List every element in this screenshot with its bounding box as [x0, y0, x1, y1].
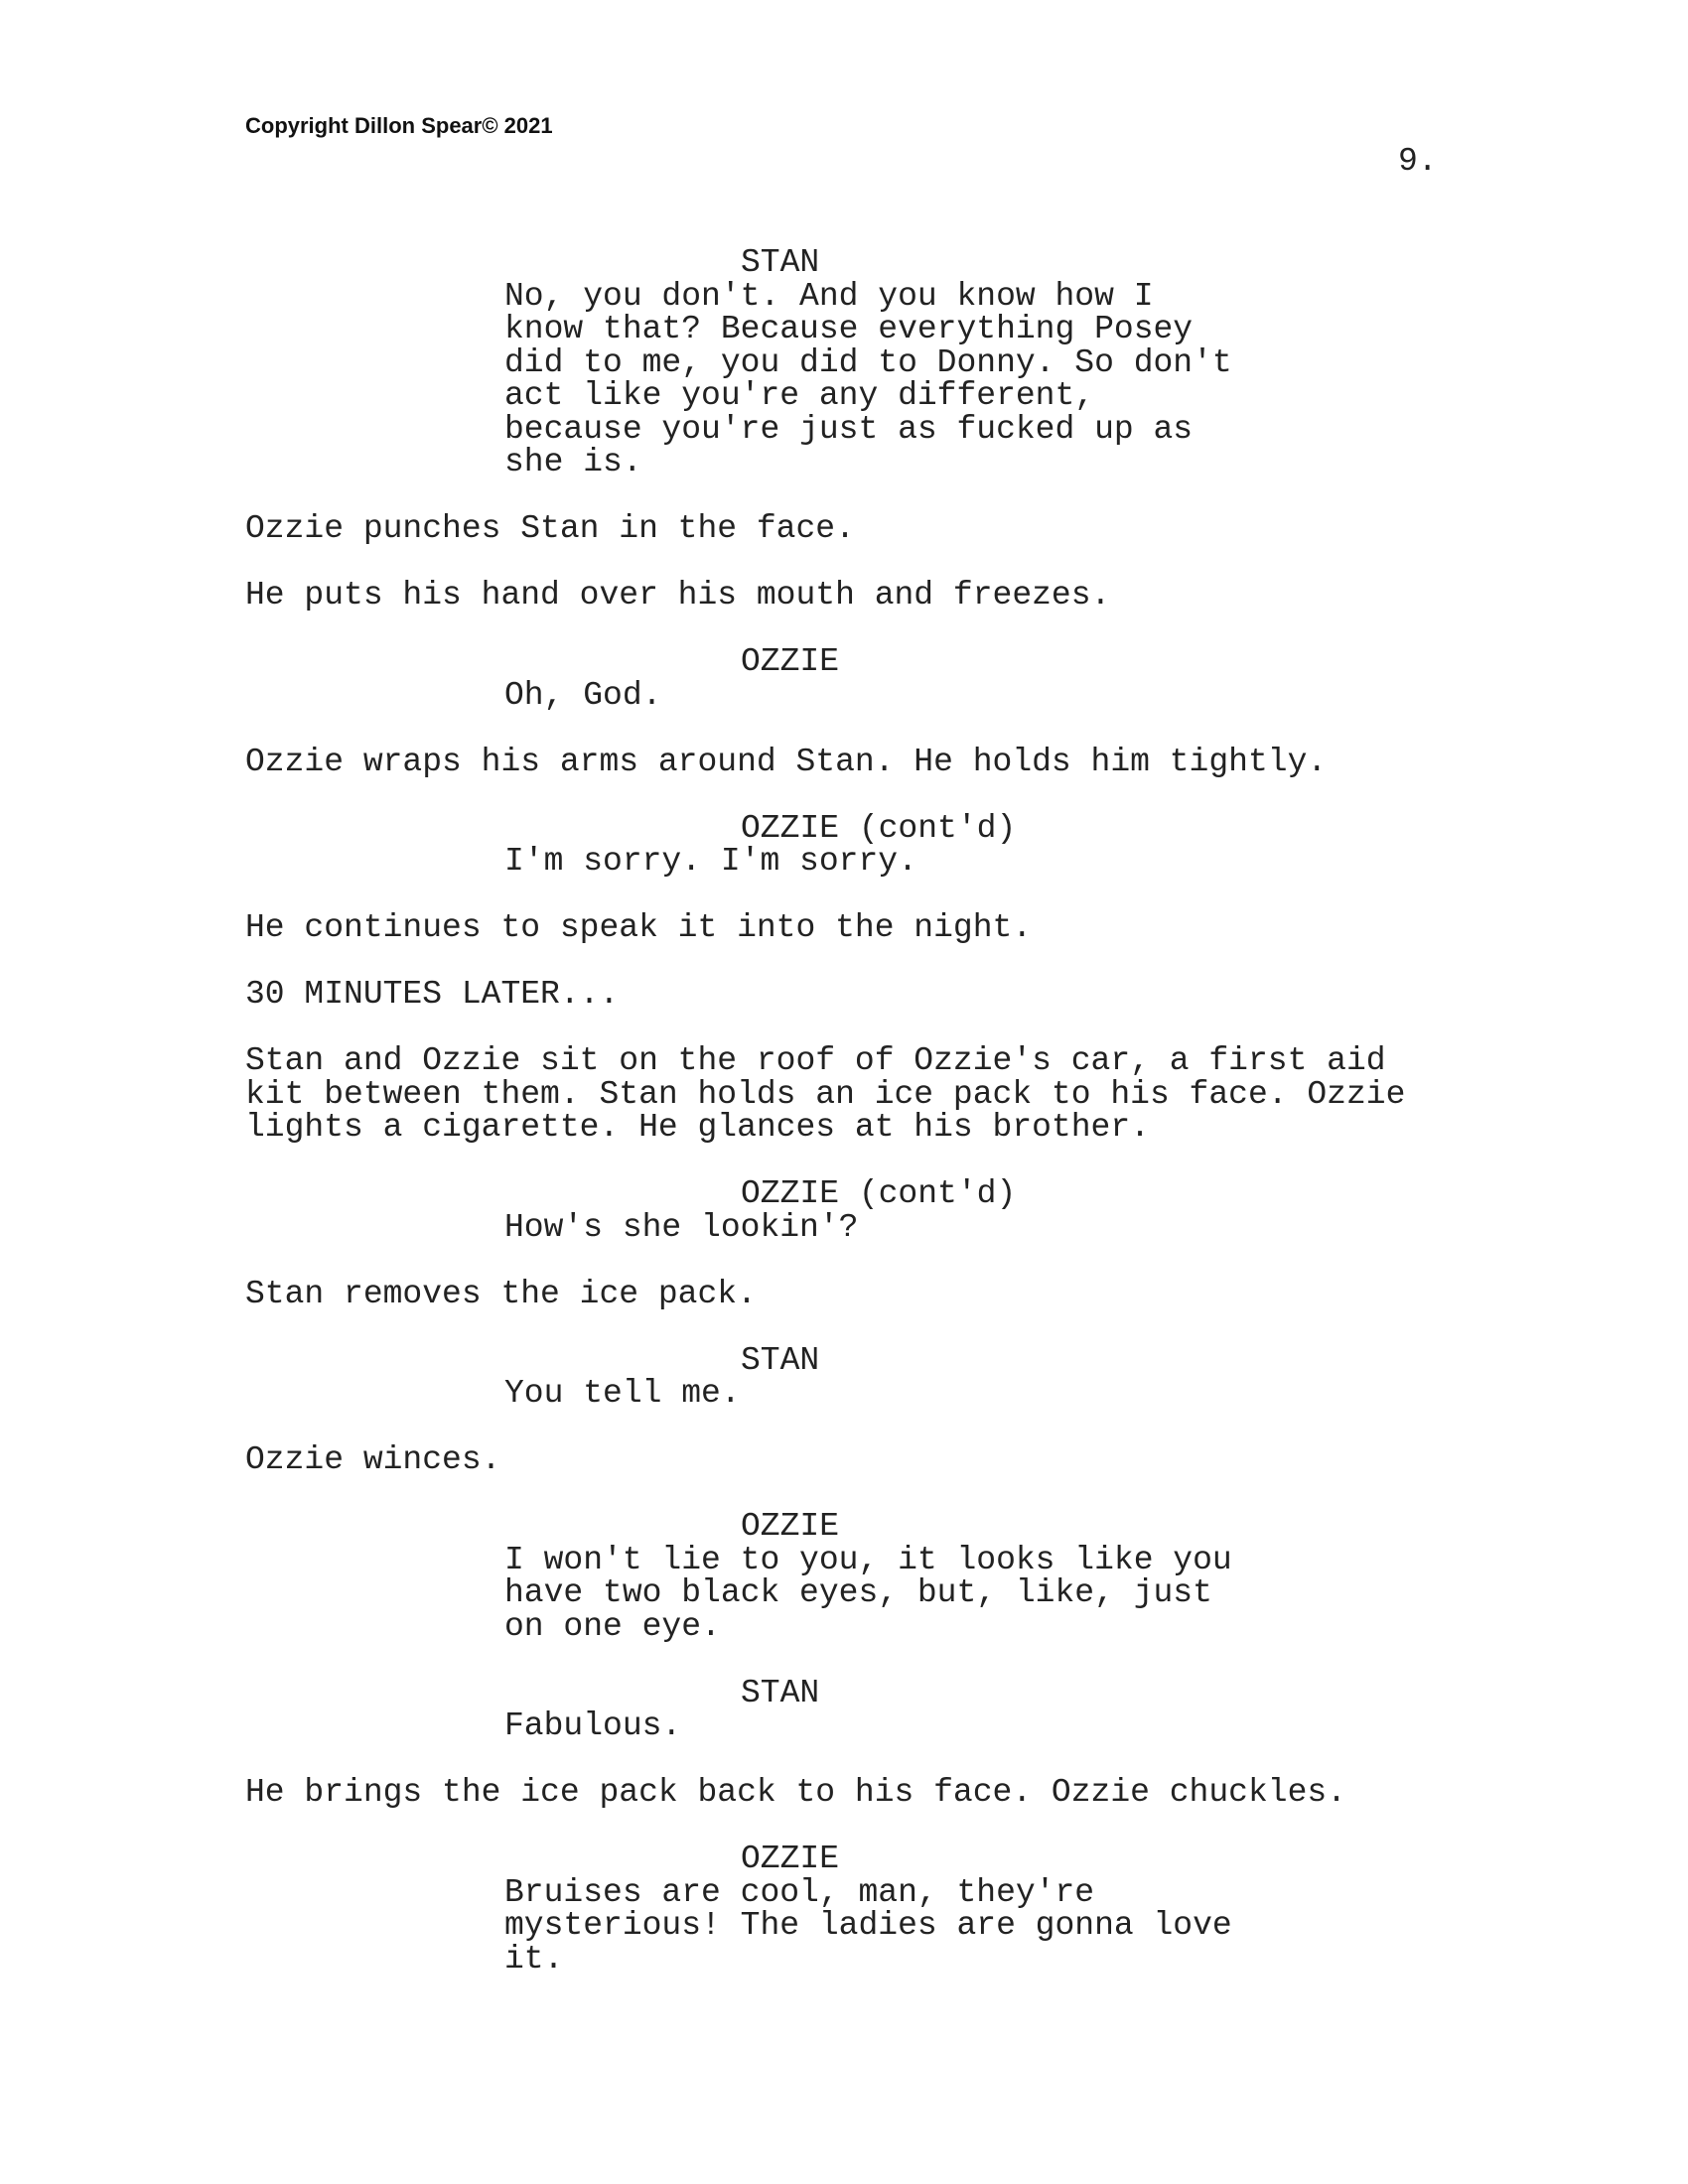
page-number: 9. [1398, 143, 1438, 180]
dialogue-line: know that? Because everything Posey [504, 311, 1194, 347]
dialogue-line: act like you're any different, [504, 377, 1095, 414]
dialogue-line: Oh, God. [504, 676, 662, 714]
dialogue-line: it. [504, 1940, 564, 1978]
character-cue: OZZIE [741, 643, 840, 680]
copyright-notice: Copyright Dillon Spear© 2021 [245, 113, 553, 138]
dialogue-line: have two black eyes, but, like, just [504, 1574, 1212, 1611]
dialogue-line: You tell me. [504, 1375, 741, 1412]
character-cue: STAN [741, 1341, 820, 1379]
action-line: lights a cigarette. He glances at his brother. [245, 1109, 1150, 1146]
action-line: 30 MINUTES LATER... [245, 976, 620, 1013]
character-cue: STAN [741, 1674, 820, 1711]
dialogue-line: did to me, you did to Donny. So don't [504, 343, 1232, 381]
dialogue-line: mysterious! The ladies are gonna love [504, 1907, 1232, 1944]
dialogue-line: Bruises are cool, man, they're [504, 1873, 1095, 1911]
character-cue: OZZIE [741, 1508, 840, 1545]
action-line: Stan and Ozzie sit on the roof of Ozzie's car, a first aid [245, 1042, 1386, 1079]
action-line: Stan removes the ice pack. [245, 1275, 757, 1312]
dialogue-line: I'm sorry. I'm sorry. [504, 843, 917, 880]
action-line: Ozzie punches Stan in the face. [245, 510, 855, 547]
dialogue-line: I won't lie to you, it looks like you [504, 1541, 1232, 1578]
action-line: Ozzie winces. [245, 1441, 501, 1478]
action-line: He brings the ice pack back to his face. Ozzie chuckles. [245, 1774, 1346, 1811]
action-line: kit between them. Stan holds an ice pack to his face. Ozzie [245, 1075, 1406, 1113]
character-cue: OZZIE (cont'd) [741, 809, 1017, 847]
character-cue: STAN [741, 244, 820, 281]
character-cue: OZZIE (cont'd) [741, 1175, 1017, 1212]
action-line: He puts his hand over his mouth and freezes. [245, 577, 1111, 614]
dialogue-line: on one eye. [504, 1607, 721, 1645]
character-cue: OZZIE [741, 1841, 840, 1877]
dialogue-line: she is. [504, 444, 642, 480]
action-line: He continues to speak it into the night. [245, 909, 1033, 946]
dialogue-line: How's she lookin'? [504, 1208, 859, 1246]
dialogue-line: No, you don't. And you know how I [504, 277, 1154, 315]
dialogue-line: because you're just as fucked up as [504, 410, 1194, 448]
dialogue-line: Fabulous. [504, 1707, 682, 1744]
action-line: Ozzie wraps his arms around Stan. He holds him tightly. [245, 743, 1328, 780]
